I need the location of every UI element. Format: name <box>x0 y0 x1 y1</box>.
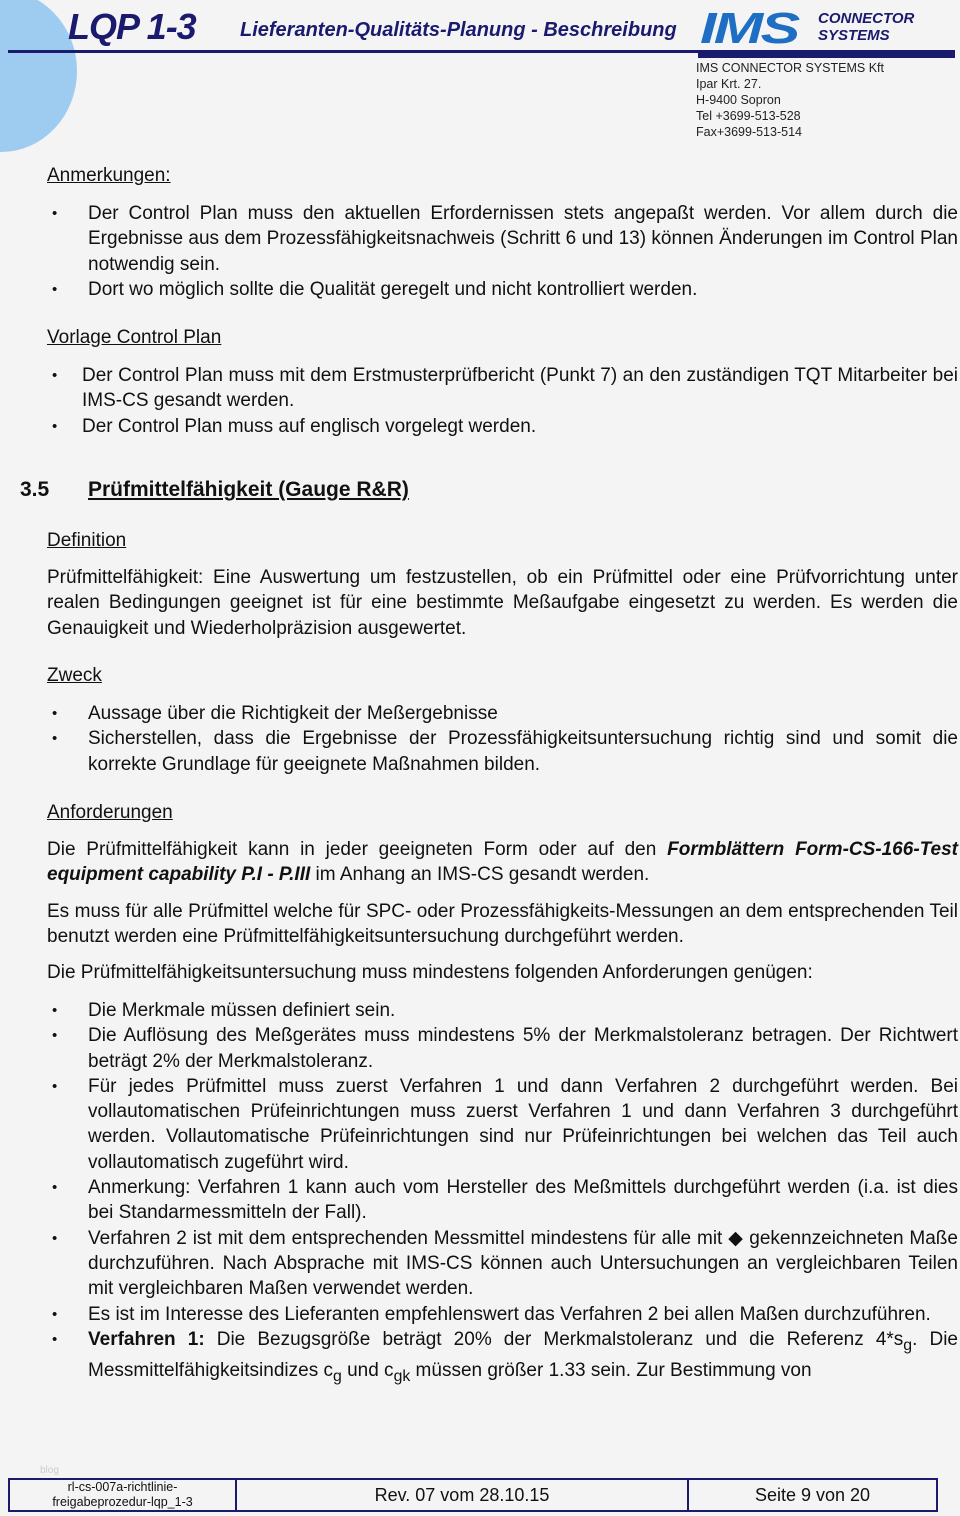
list-item: • Aussage über die Richtigkeit der Meßergebnisse <box>47 701 958 726</box>
list-item: • Sicherstellen, dass die Ergebnisse der Prozessfähigkeitsuntersuchung richtig sind und somit die korrekte Grundlage für geeignete Maßnahmen bilden. <box>47 726 958 777</box>
anforderungen-p3: Die Prüfmittelfähigkeitsuntersuchung muss mindestens folgenden Anforderungen genügen: <box>47 962 813 983</box>
doc-id: LQP 1-3 <box>68 6 196 47</box>
definition-text: Prüfmittelfähigkeit: Eine Auswertung um festzustellen, ob ein Prüfmittel oder eine Prüfvorrichtung unter realen Bedingungen geeignet ist für eine bestimmte Meßaufgabe eingesetzt zu werden. Es werden die Genauigkeit und Wiederholpräzision ausgewertet. <box>47 567 958 639</box>
list-item <box>47 1327 958 1389</box>
anforderungen-p2: Es muss für alle Prüfmittel welche für SPC- oder Prozessfähigkeits-Messungen an dem entsprechenden Teil benutzt werden eine Prüfmittelfähigkeitsuntersuchung durchgeführt werden. <box>47 901 958 948</box>
list-item: • Anmerkung: Verfahren 1 kann auch vom Hersteller des Meßmittels durchgeführt werden (i.a. ist dies bei Standarmessmitteln der Fall). <box>47 1175 958 1226</box>
text: Verfahren 2 ist mit dem entsprechenden Messmittel mindestens für alle mit <box>88 1227 729 1249</box>
subscript: gk <box>393 1367 411 1385</box>
company-logo-text <box>818 10 914 44</box>
footer-table <box>8 1478 938 1512</box>
address-line: Ipar Krt. 27. <box>696 77 762 91</box>
anforderungen-list <box>47 998 958 1389</box>
text: und c <box>341 1359 394 1381</box>
label: Verfahren 1: <box>88 1328 205 1350</box>
form-reference: Formblättern Form-CS-166-Test equipment capability P.I - P.III <box>47 839 959 886</box>
watermark: blog <box>40 1465 59 1476</box>
text: Die Prüfmittelfähigkeit kann in jeder geeigneten Form oder auf den <box>47 839 668 860</box>
list-item: • Die Auflösung des Meßgerätes muss mindestens 5% der Merkmalstoleranz betragen. Der Richtwert beträgt 2% der Merkmalstoleranz. <box>47 1023 958 1074</box>
vorlage-list <box>47 363 958 439</box>
heading-vorlage: Vorlage Control Plan <box>47 327 222 348</box>
list-item: • Der Control Plan muss mit dem Erstmusterprüfbericht (Punkt 7) an den zuständigen TQT Mitarbeiter bei IMS-CS gesandt werden. <box>47 363 958 414</box>
text: gekennzeichneten Maße durchzuführen. Nach Absprache mit IMS-CS können auch Untersuchungen an vergleichbaren Teilen mit vergleichbaren Maßen verwendet werden. <box>88 1227 958 1300</box>
heading-definition: Definition <box>47 530 127 551</box>
list-item: • Der Control Plan muss den aktuellen Erfordernissen stets angepaßt werden. Vor allem durch die Ergebnisse aus dem Prozessfähigkeitsnachweis (Schritt 6 und 13) können Änderungen im Control Plan notwendig sein. <box>47 201 958 277</box>
anforderungen-p1 <box>47 837 958 888</box>
list-item: • Es ist im Interesse des Lieferanten empfehlenswert das Verfahren 2 bei allen Maßen durchzuführen. <box>47 1302 958 1327</box>
heading-anmerkungen: Anmerkungen: <box>47 165 171 186</box>
company-address <box>696 60 884 140</box>
logo-line: CONNECTOR <box>818 10 915 27</box>
diamond-icon: ◆ <box>728 1227 744 1249</box>
doc-title: Lieferanten-Qualitäts-Planung - Beschreibung <box>240 19 677 41</box>
footer-page-number: Seite 9 von 20 <box>754 1484 871 1505</box>
subscript: g <box>332 1367 342 1385</box>
heading-zweck: Zweck <box>47 665 102 686</box>
text: . Die Messmittelfähigkeitsindizes c <box>88 1328 958 1381</box>
company-logo: IMS <box>700 4 798 53</box>
zweck-list <box>47 701 958 777</box>
address-line: Tel +3699-513-528 <box>696 109 801 123</box>
list-item: • Die Merkmale müssen definiert sein. <box>47 998 958 1023</box>
list-item: • Dort wo möglich sollte die Qualität geregelt und nicht kontrolliert werden. <box>47 277 958 302</box>
logo-line: SYSTEMS <box>818 27 890 44</box>
address-line: H-9400 Sopron <box>696 93 781 107</box>
text: müssen größer 1.33 sein. Zur Bestimmung von <box>410 1359 812 1381</box>
subscript: g <box>903 1336 913 1354</box>
list-item <box>47 1226 958 1302</box>
text: Die Bezugsgröße beträgt 20% der Merkmalstoleranz und die Referenz 4*s <box>204 1328 904 1350</box>
section-title: Prüfmittelfähigkeit (Gauge R&R) <box>88 478 409 501</box>
anmerkungen-list <box>47 201 958 302</box>
address-line: IMS CONNECTOR SYSTEMS Kft <box>696 61 884 75</box>
footer-revision: Rev. 07 vom 28.10.15 <box>237 1480 689 1510</box>
header-decoration <box>0 0 77 152</box>
list-item: • Für jedes Prüfmittel muss zuerst Verfahren 1 und dann Verfahren 2 durchgeführt werden. Bei vollautomatischen Prüfeinrichtungen muss zuerst Verfahren 1 und dann Verfahren 3 durchgeführt werden. Vollautomatische Prüfeinrichtungen sind nur Prüfeinrichtungen bei welchen das Teil auch vollautomatisch zugeführt wird. <box>47 1074 958 1175</box>
section-number: 3.5 <box>20 478 50 501</box>
address-line: Fax+3699-513-514 <box>696 125 802 139</box>
text: im Anhang an IMS-CS gesandt werden. <box>310 864 650 886</box>
footer-filename: rl-cs-007a-richtlinie-freigabeprozedur-lqp_1-3 <box>10 1480 237 1510</box>
header-rule <box>8 50 698 53</box>
heading-anforderungen: Anforderungen <box>47 802 173 823</box>
list-item: • Der Control Plan muss auf englisch vorgelegt werden. <box>47 414 958 439</box>
section-heading <box>20 478 409 502</box>
